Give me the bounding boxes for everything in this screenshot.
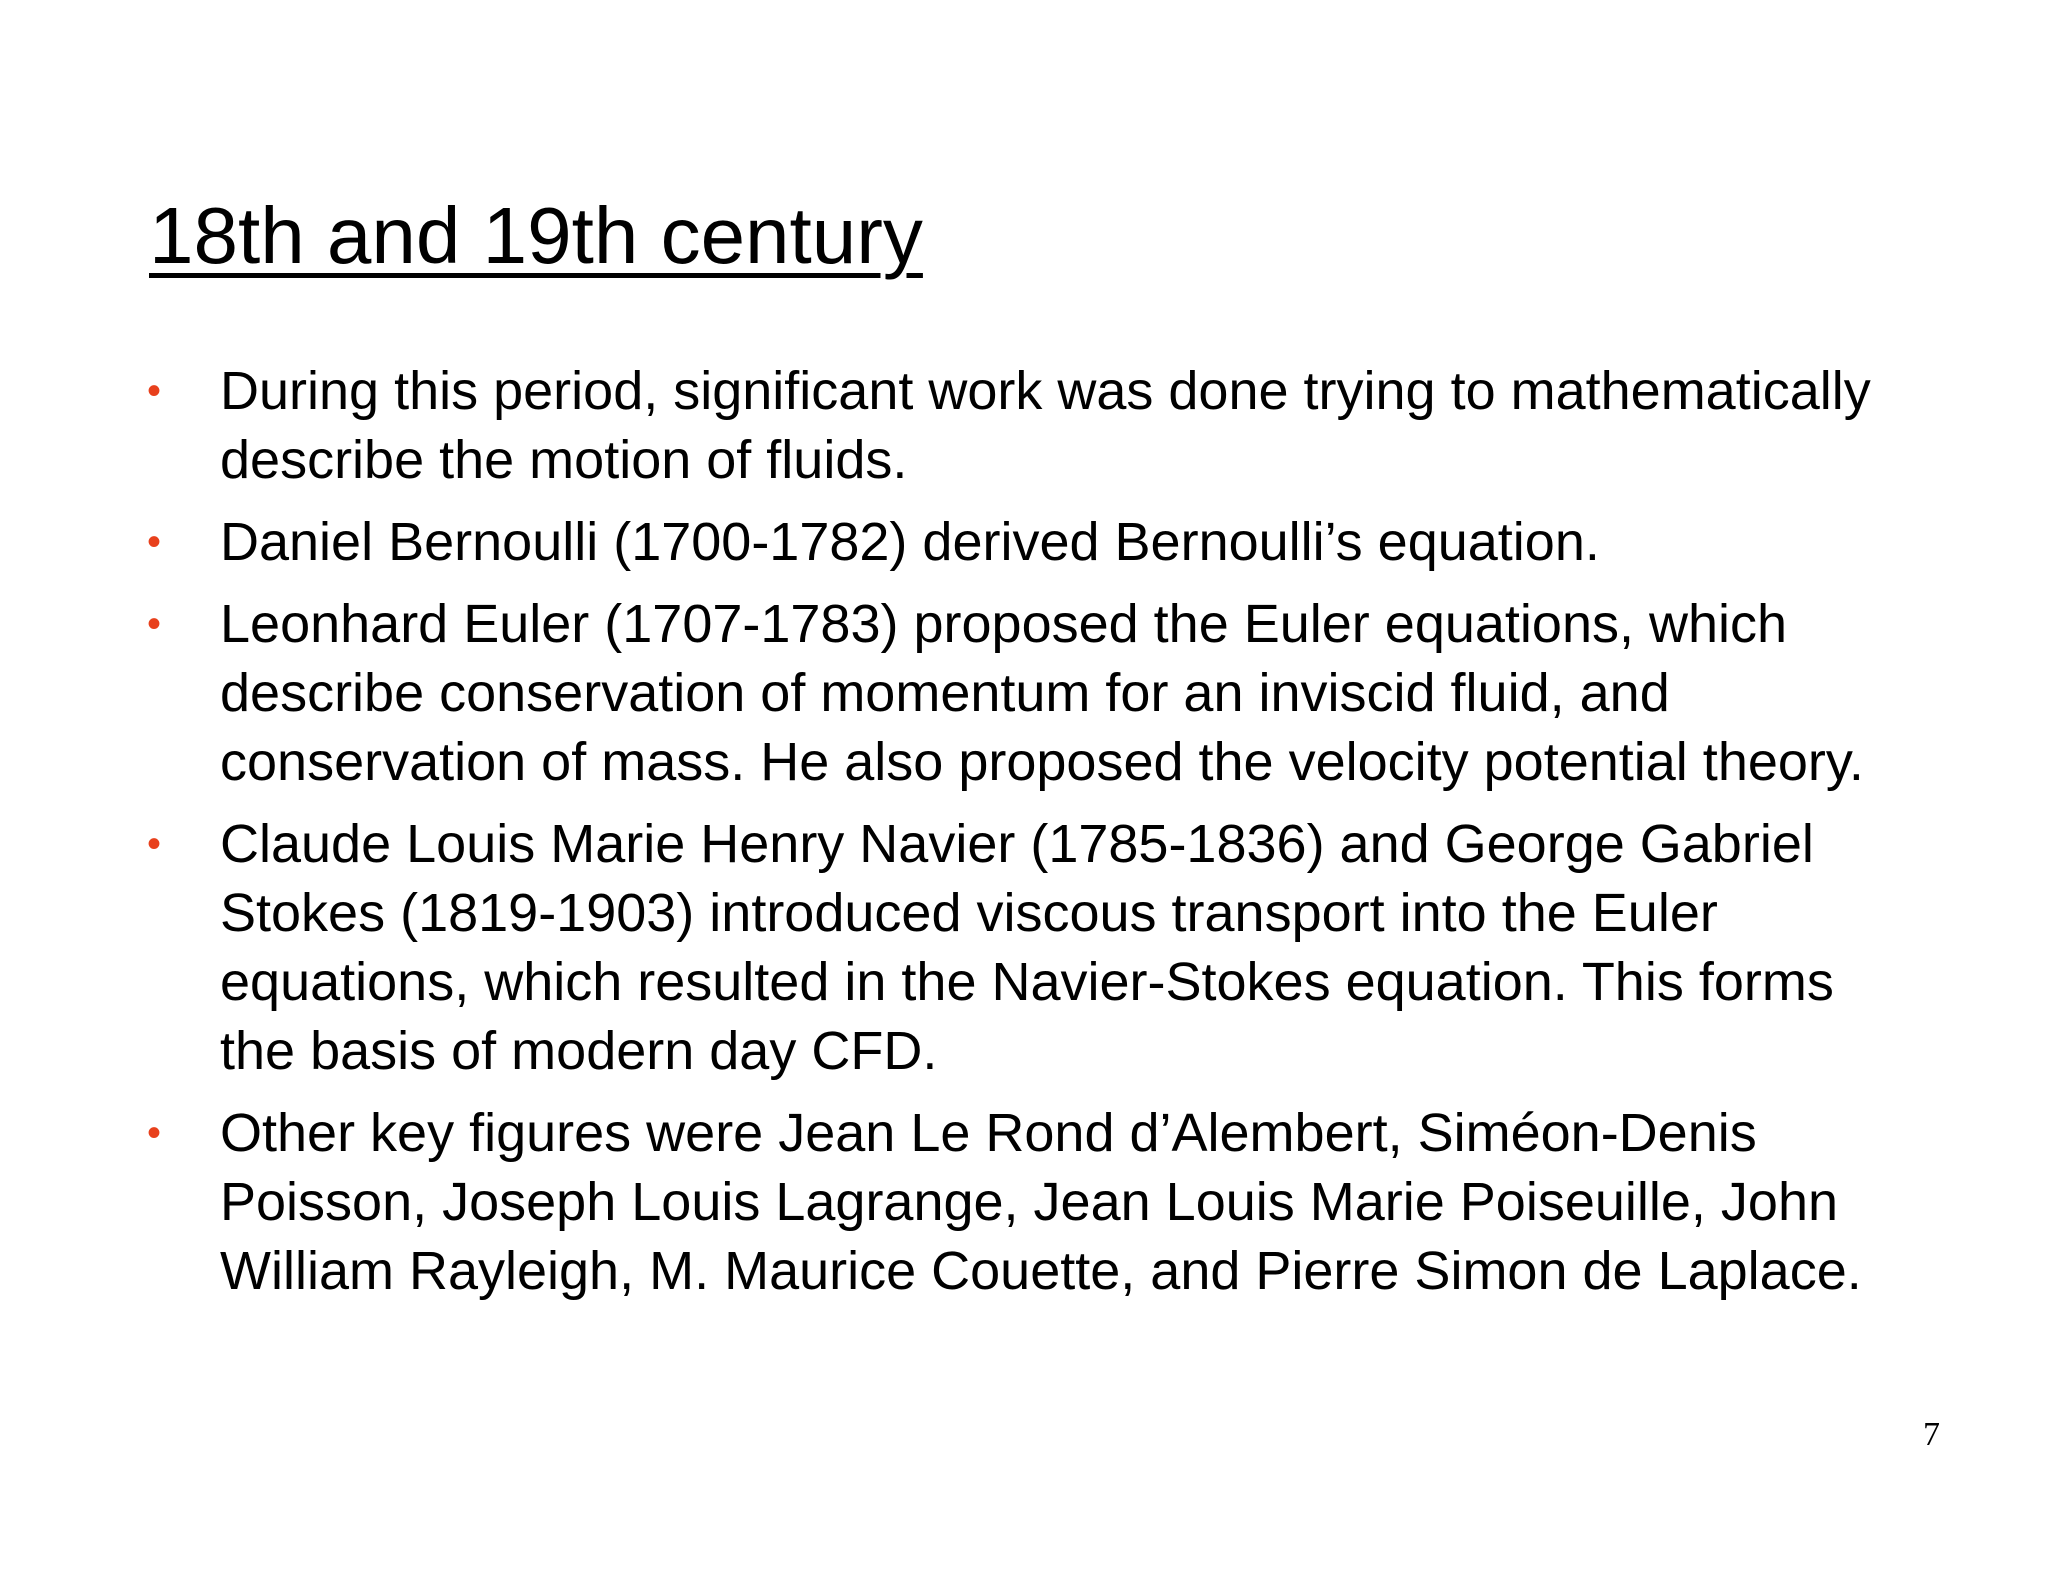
bullet-text: Daniel Bernoulli (1700-1782) derived Bernoulli’s equation. <box>220 512 1600 572</box>
bullet-list <box>147 357 1907 1319</box>
bullet-icon: • <box>147 602 162 646</box>
bullet-text: Claude Louis Marie Henry Navier (1785-1836) and George Gabriel Stokes (1819-1903) introduced viscous transport into the Euler equations, which resulted in the Navier-Stokes equation. This forms the basis of modern day CFD. <box>220 814 1834 1081</box>
bullet-text: During this period, significant work was done trying to mathematically describe the motion of fluids. <box>220 361 1871 490</box>
slide-title: 18th and 19th century <box>149 191 923 280</box>
bullet-item <box>147 810 1907 1086</box>
bullet-icon: • <box>147 369 162 413</box>
bullet-icon: • <box>147 520 162 564</box>
bullet-text: Other key figures were Jean Le Rond d’Alembert, Siméon-Denis Poisson, Joseph Louis Lagrange, Jean Louis Marie Poiseuille, John William Rayleigh, M. Maurice Couette, and Pierre Simon de Laplace. <box>220 1103 1862 1301</box>
bullet-icon: • <box>147 822 162 866</box>
bullet-item <box>147 508 1907 577</box>
bullet-text: Leonhard Euler (1707-1783) proposed the Euler equations, which describe conservation of momentum for an inviscid fluid, and conservation of mass. He also proposed the velocity potential theory. <box>220 594 1864 792</box>
bullet-item <box>147 357 1907 495</box>
bullet-item <box>147 1099 1907 1306</box>
bullet-icon: • <box>147 1111 162 1155</box>
bullet-item <box>147 590 1907 797</box>
page-number: 7 <box>1923 1416 1940 1453</box>
